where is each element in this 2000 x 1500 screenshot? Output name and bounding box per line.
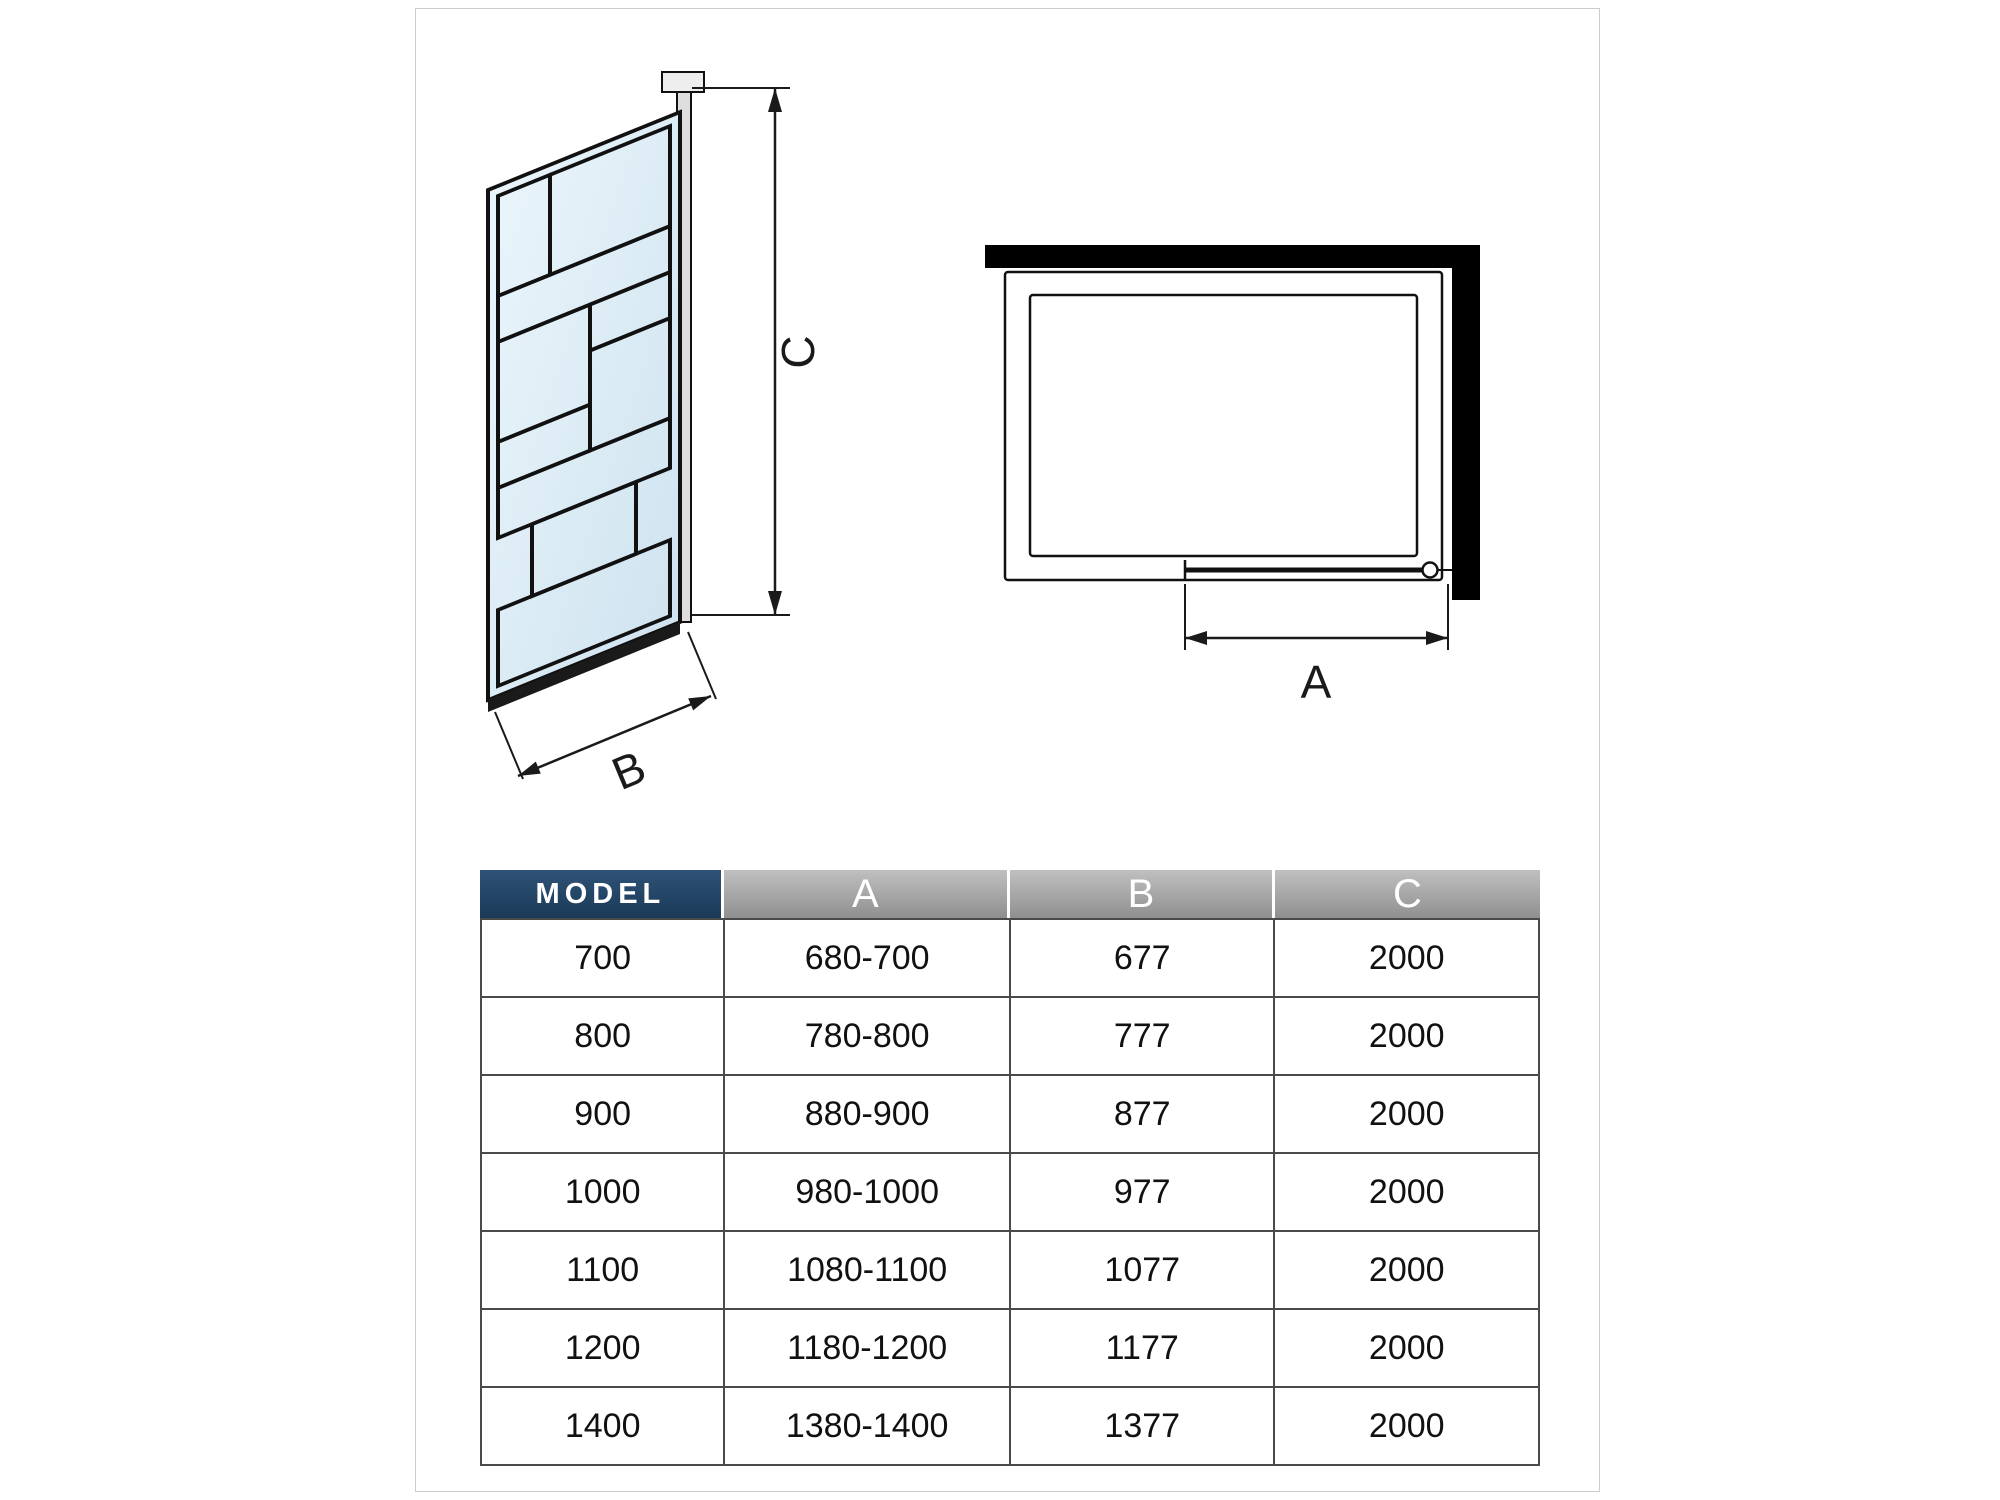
header-a: A	[724, 870, 1010, 918]
table-row	[481, 1387, 1539, 1465]
dim-label-b: B	[604, 740, 653, 800]
table-cell: 880-900	[724, 1075, 1010, 1153]
side-view-diagram	[440, 60, 860, 840]
table-cell: 2000	[1274, 1075, 1539, 1153]
table-cell: 2000	[1274, 1309, 1539, 1387]
table-cell: 2000	[1274, 1153, 1539, 1231]
support-bar-clamp	[1423, 563, 1438, 578]
table-cell: 2000	[1274, 1387, 1539, 1465]
table-cell: 800	[481, 997, 724, 1075]
glass-panel	[488, 112, 680, 700]
dim-label-a: A	[1300, 656, 1332, 708]
table-row	[481, 1231, 1539, 1309]
table-body	[480, 918, 1540, 1466]
table-cell: 980-1000	[724, 1153, 1010, 1231]
table-cell: 1177	[1010, 1309, 1275, 1387]
table-cell: 1077	[1010, 1231, 1275, 1309]
dimension-c	[692, 88, 824, 615]
table-cell: 1400	[481, 1387, 724, 1465]
table-cell: 2000	[1274, 1231, 1539, 1309]
table-cell: 977	[1010, 1153, 1275, 1231]
table-row	[481, 1075, 1539, 1153]
table-row	[481, 1153, 1539, 1231]
table-header	[480, 870, 1540, 918]
tray-inner	[1030, 295, 1417, 556]
table-cell: 1200	[481, 1309, 724, 1387]
dimension-a	[1185, 584, 1448, 708]
table-row	[481, 919, 1539, 997]
table-cell: 1100	[481, 1231, 724, 1309]
table-cell: 1080-1100	[724, 1231, 1010, 1309]
top-view-diagram	[960, 220, 1500, 720]
table-row	[481, 1309, 1539, 1387]
dim-label-c: C	[772, 335, 825, 369]
wall-side	[1452, 245, 1480, 600]
table-cell: 700	[481, 919, 724, 997]
wall-top	[985, 245, 1480, 268]
dimension-table	[480, 870, 1540, 1466]
table-cell: 1180-1200	[724, 1309, 1010, 1387]
table-row	[481, 997, 1539, 1075]
table-cell: 677	[1010, 919, 1275, 997]
table-cell: 2000	[1274, 997, 1539, 1075]
table-cell: 1377	[1010, 1387, 1275, 1465]
table-cell: 1380-1400	[724, 1387, 1010, 1465]
table-cell: 680-700	[724, 919, 1010, 997]
header-c: C	[1275, 870, 1540, 918]
header-b: B	[1010, 870, 1275, 918]
table-cell: 780-800	[724, 997, 1010, 1075]
table-cell: 1000	[481, 1153, 724, 1231]
table-cell: 900	[481, 1075, 724, 1153]
table-cell: 2000	[1274, 919, 1539, 997]
table-body-rows	[481, 919, 1539, 1465]
table-cell: 877	[1010, 1075, 1275, 1153]
table-cell: 777	[1010, 997, 1275, 1075]
header-model: MODEL	[480, 870, 724, 918]
